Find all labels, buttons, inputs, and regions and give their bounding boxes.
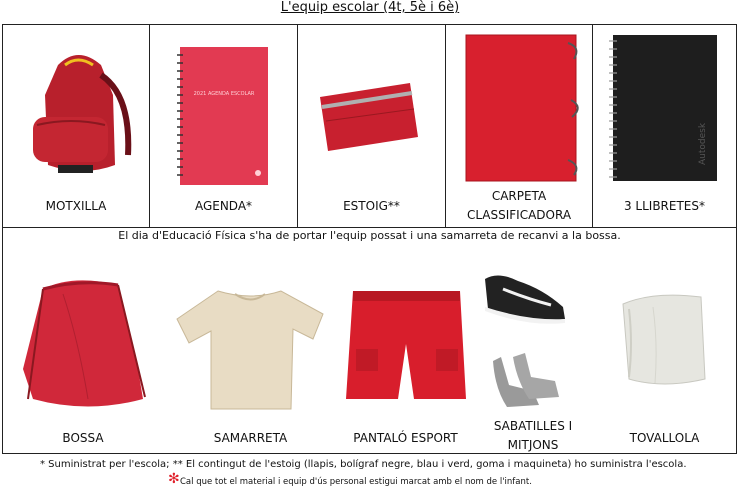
label-folder-2: CLASSIFICADORA — [466, 208, 572, 222]
cell-shorts — [338, 249, 473, 454]
cell-notebooks — [593, 25, 736, 227]
cell-pencil-case — [298, 25, 446, 227]
label-bag: BOSSA — [62, 431, 104, 445]
footnote-2-text: Cal que tot el material i equip d'ús personal estigui marcat amb el nom de l'infant. — [180, 477, 532, 487]
cell-towel — [593, 249, 736, 454]
sneaker-icon — [473, 249, 593, 424]
notebook-icon — [593, 25, 736, 200]
towel-icon — [593, 249, 736, 424]
page-title: L'equip escolar (4t, 5è i 6è) — [280, 0, 460, 15]
drawstring-bag-icon — [3, 249, 163, 424]
pe-note: El dia d'Educació Física s'ha de portar l'equip possat i una samarreta de recanvi a la bossa. — [118, 229, 621, 242]
label-tshirt: SAMARRETA — [213, 431, 288, 445]
cell-shoes — [473, 249, 593, 454]
cell-folder — [446, 25, 593, 227]
label-backpack: MOTXILLA — [45, 199, 107, 213]
asterisk-icon: ✻ — [168, 471, 180, 487]
label-folder-1: CARPETA — [491, 189, 547, 203]
label-towel: TOVALLOLA — [629, 431, 700, 445]
cell-backpack — [3, 25, 150, 227]
shorts-icon — [338, 249, 473, 424]
pe-row — [3, 249, 736, 454]
label-pencil-case: ESTOIG** — [343, 199, 400, 213]
notebook-brand: Autodesk — [698, 122, 708, 165]
label-notebooks: 3 LLIBRETES* — [623, 199, 706, 213]
label-shorts: PANTALÓ ESPORT — [353, 431, 458, 445]
cell-tshirt — [163, 249, 338, 454]
backpack-icon — [3, 25, 150, 200]
agenda-cover-text: 2021 AGENDA ESCOLAR — [193, 91, 255, 97]
materials-row — [3, 25, 736, 228]
agenda-icon — [150, 25, 298, 200]
label-shoes-1: SABATILLES I — [493, 419, 573, 433]
equipment-grid — [2, 24, 737, 454]
footnote-2 — [168, 471, 532, 488]
label-agenda: AGENDA* — [194, 199, 253, 213]
footnote: * Suministrat per l'escola; ** El contingut de l'estoig (llapis, bolígraf negre, blau i verd, goma i maquineta) ho suministra l'escola. — [40, 459, 687, 470]
cell-agenda — [150, 25, 298, 227]
label-shoes-2: MITJONS — [507, 438, 559, 452]
folder-icon — [446, 25, 593, 200]
pencil-case-icon — [298, 25, 446, 200]
tshirt-icon — [163, 249, 338, 424]
cell-bag — [3, 249, 163, 454]
